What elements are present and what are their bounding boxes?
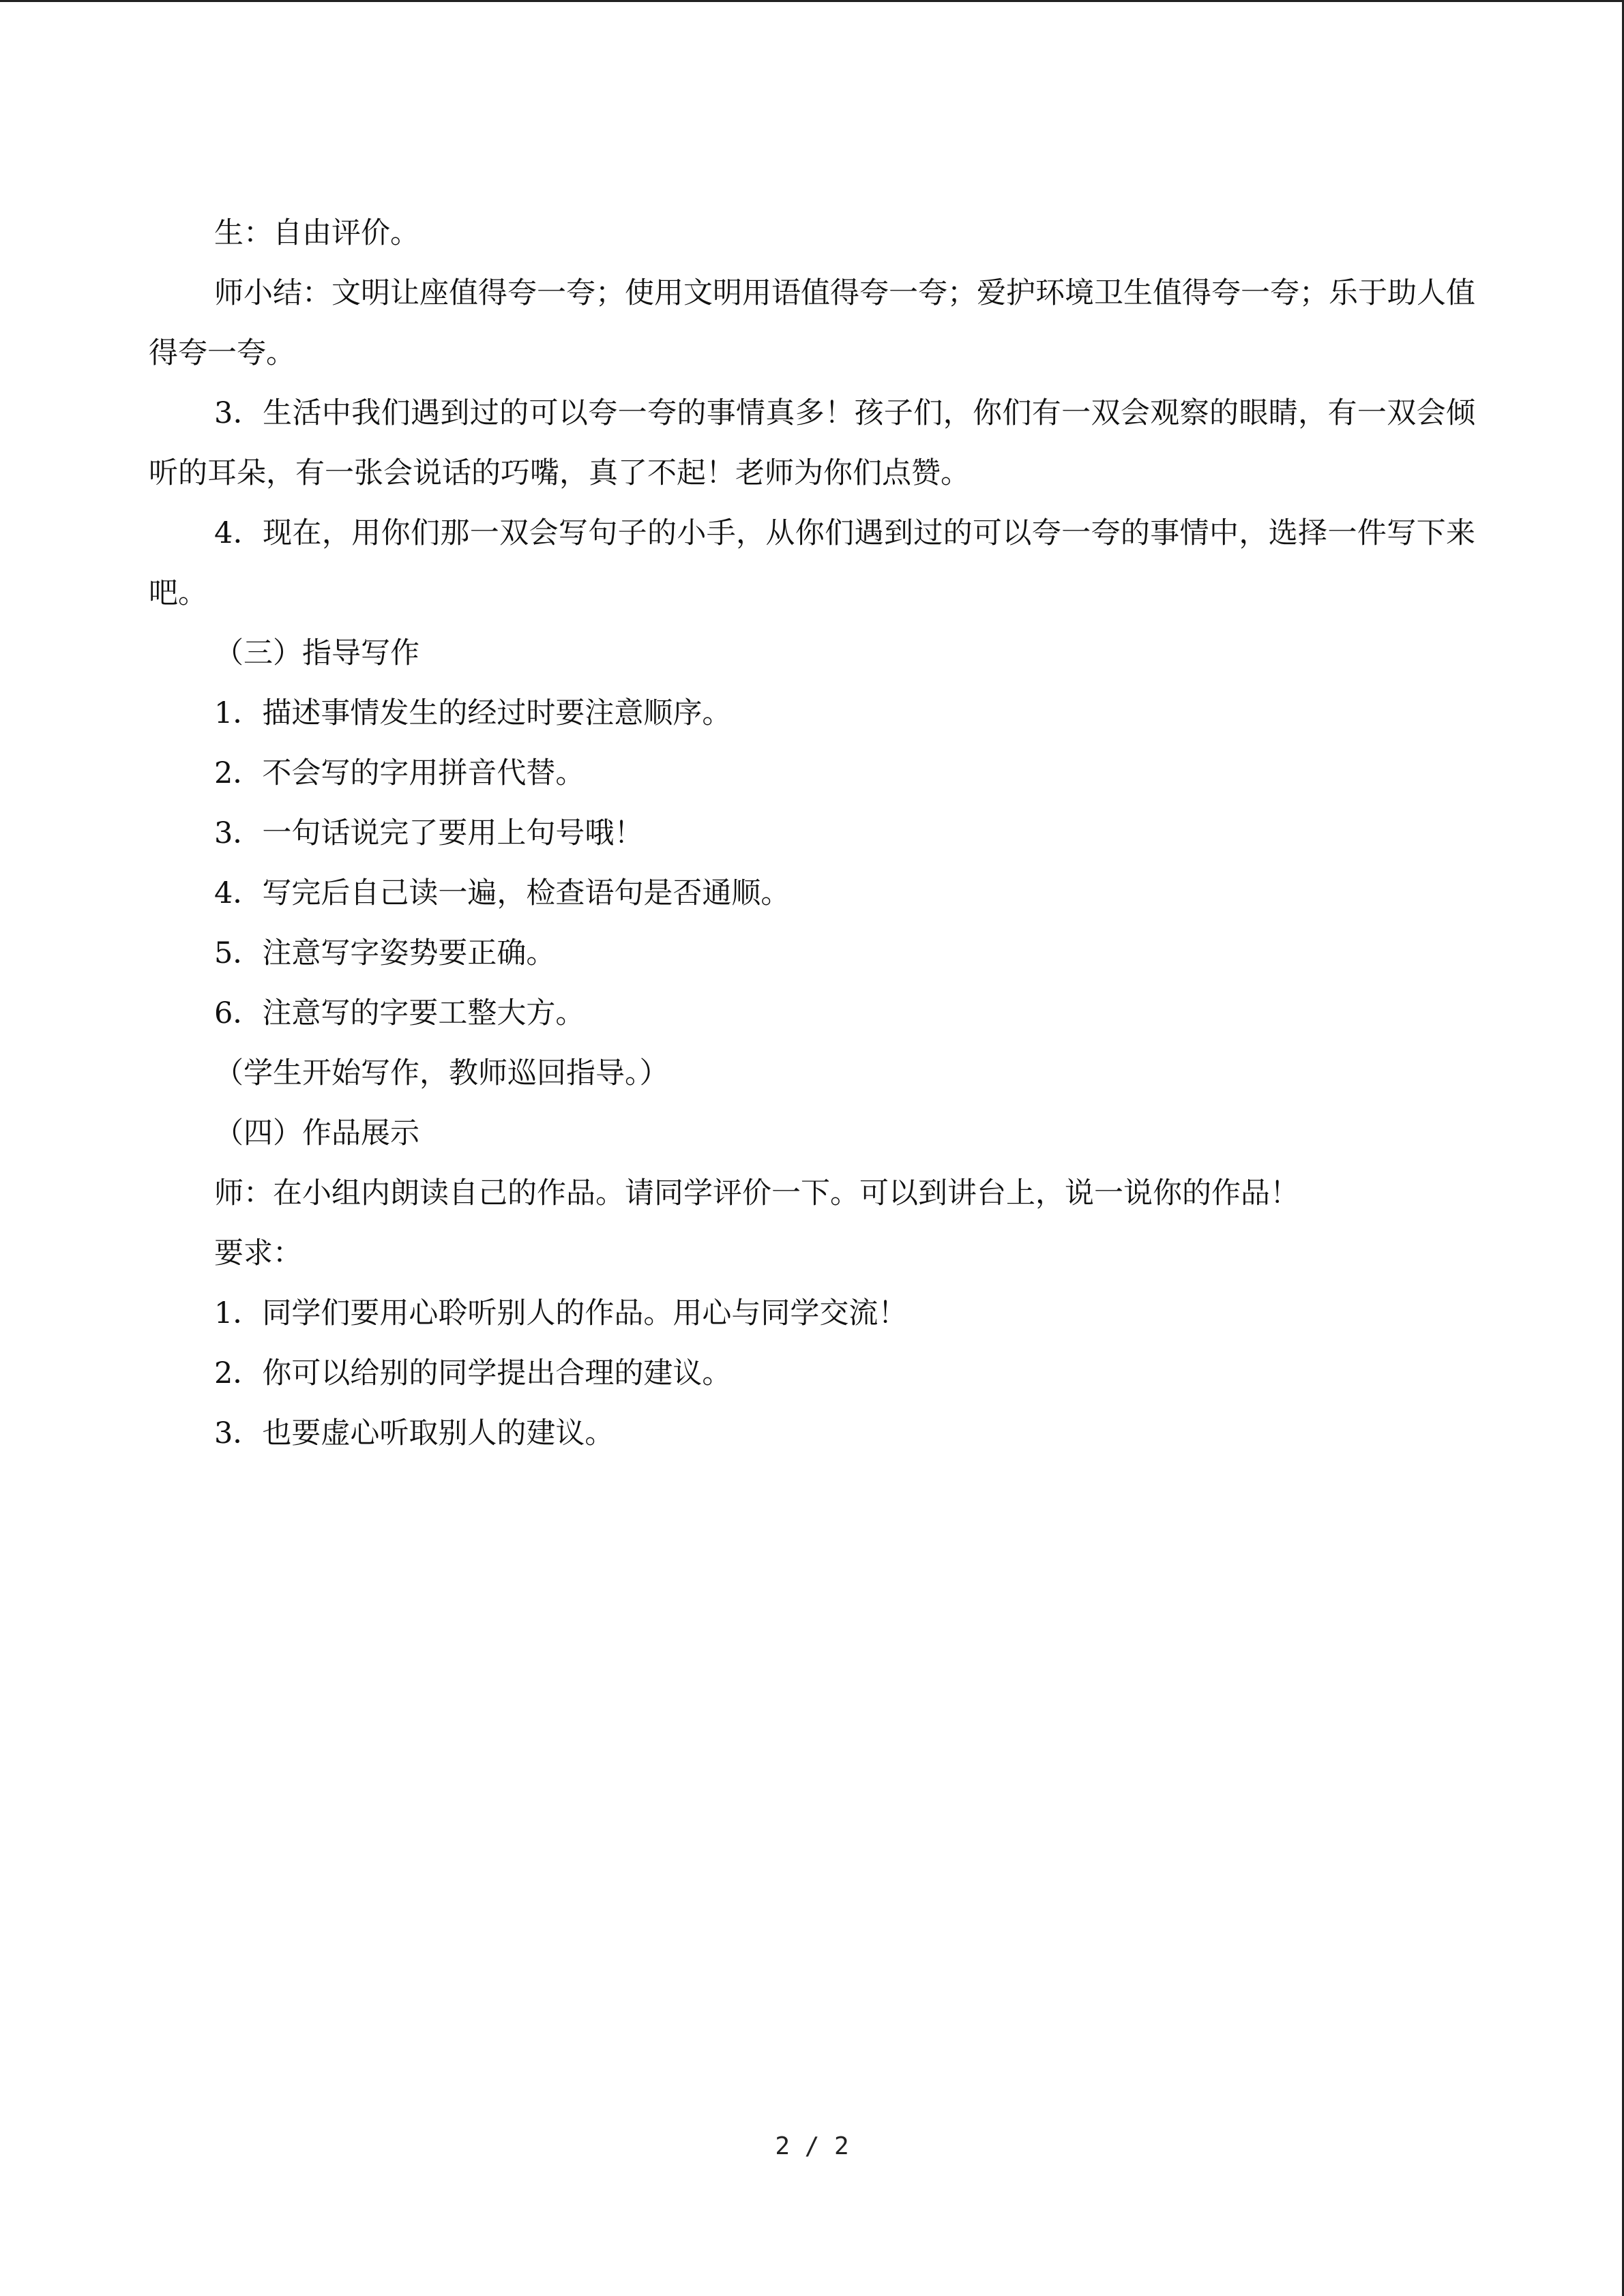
list-item: 6．注意写的字要工整大方。: [214, 996, 585, 1030]
list-item: 3．也要虚心听取别人的建议。: [214, 1416, 615, 1450]
paragraph: 3．生活中我们遇到过的可以夸一夸的事情真多！孩子们，你们有一双会观察的眼睛，有一双会倾听的耳朵，有一张会说话的巧嘴，真了不起！老师为你们点赞。: [149, 396, 1475, 490]
paragraph: （学生开始写作，教师巡回指导。）: [214, 1056, 669, 1090]
list-item: 1．描述事情发生的经过时要注意顺序。: [214, 696, 732, 730]
paragraph: 生：自由评价。: [214, 216, 419, 250]
page-top-border: [0, 0, 1624, 2]
list-item: 4．写完后自己读一遍，检查语句是否通顺。: [214, 876, 791, 910]
paragraph: 师：在小组内朗读自己的作品。请同学评价一下。可以到讲台上，说一说你的作品！: [214, 1176, 1299, 1210]
list-item: 3．一句话说完了要用上句号哦！: [214, 816, 644, 850]
list-item: 2．你可以给别的同学提出合理的建议。: [214, 1356, 732, 1390]
section-heading: （四）作品展示: [214, 1116, 419, 1150]
page-number: 2 / 2: [775, 2132, 849, 2160]
document-body: [149, 203, 1475, 1463]
section-heading: （三）指导写作: [214, 636, 419, 670]
list-item: 5．注意写字姿势要正确。: [214, 936, 556, 970]
list-item: 1．同学们要用心聆听别人的作品。用心与同学交流！: [214, 1296, 908, 1330]
paragraph: 要求：: [214, 1236, 302, 1270]
paragraph: 4．现在，用你们那一双会写句子的小手，从你们遇到过的可以夸一夸的事情中，选择一件写下来吧。: [149, 516, 1475, 610]
list-item: 2．不会写的字用拼音代替。: [214, 756, 585, 790]
paragraph: 师小结：文明让座值得夸一夸；使用文明用语值得夸一夸；爱护环境卫生值得夸一夸；乐于助人值得夸一夸。: [149, 276, 1475, 370]
